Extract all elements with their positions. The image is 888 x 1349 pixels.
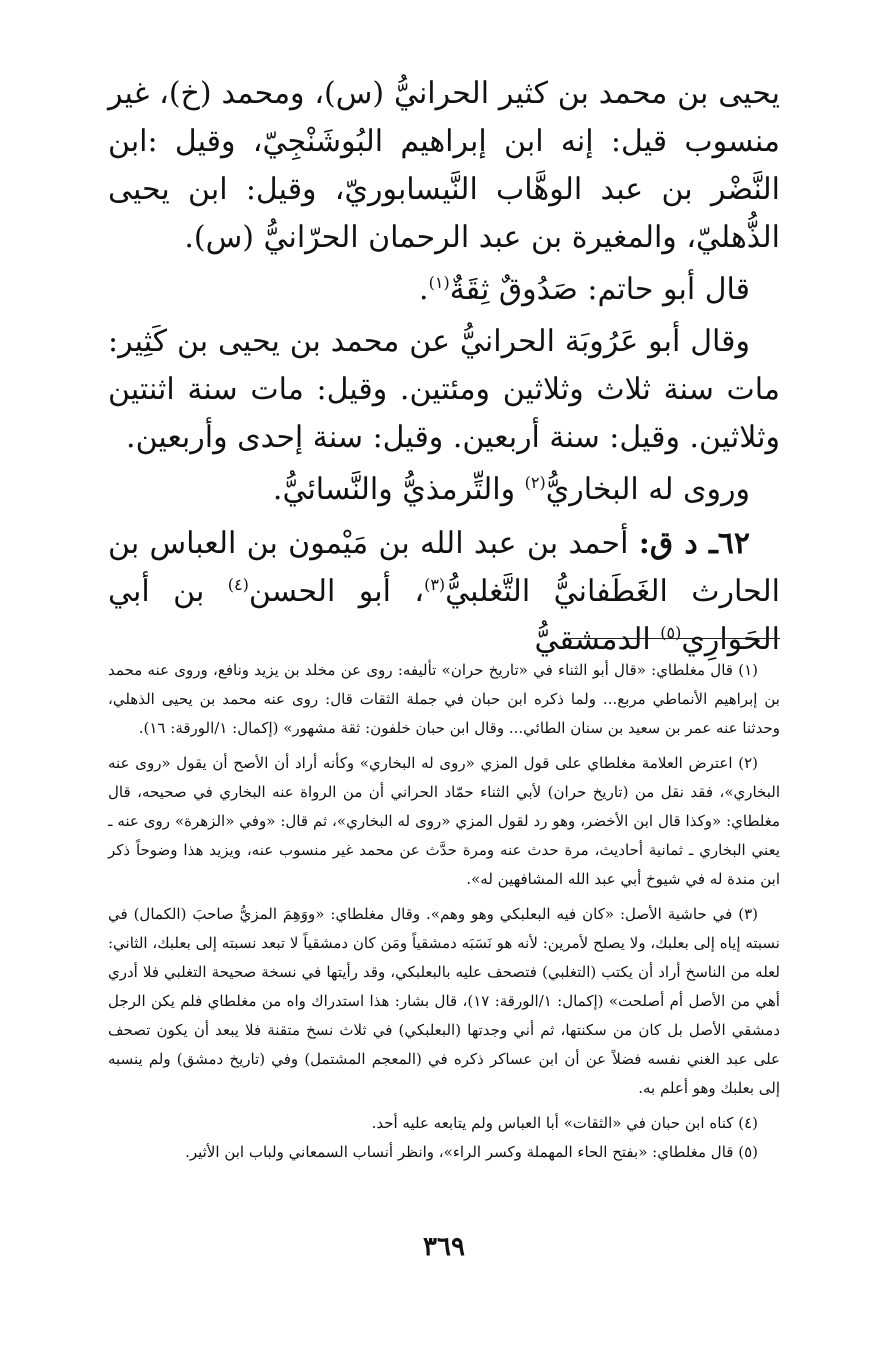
page-number: ٣٦٩: [423, 1232, 465, 1262]
paragraph-4: [108, 466, 780, 514]
footnote-4: (٤) كناه ابن حبان في «الثقات» أبا العباس ولم يتابعه عليه أحد.: [371, 1114, 758, 1132]
paragraph-2-text: قال أبو حاتم: صَدُوقٌ ثِقَةٌ: [449, 272, 750, 307]
paragraph-4-text-a: وروى له البخاريُّ: [545, 472, 750, 507]
footnotes: [108, 656, 780, 1167]
footnote-ref-1[interactable]: (١): [428, 273, 450, 292]
footnote-ref-2[interactable]: (٢): [524, 473, 546, 492]
entry-62-text-c: بن أبي الحَوارِي: [108, 574, 780, 657]
footnote-divider: [570, 638, 780, 639]
paragraph-2: [108, 266, 780, 314]
paragraph-4-text-b: والتِّرمذيُّ والنَّسائيُّ.: [272, 472, 525, 507]
footnote-5: (٥) قال مغلطاي: «بفتح الحاء المهملة وكسر الراء»، وانظر أنساب السمعاني ولباب ابن الأثير.: [185, 1143, 758, 1161]
paragraph-3: وقال أبو عَرُوبَة الحرانيُّ عن محمد بن يحيى بن كَثِير: مات سنة ثلاث وثلاثين ومئتين. وقيل: مات سنة اثنتين وثلاثين. وقيل: سنة أربعين. وقيل: سنة إحدى وأربعين.: [108, 324, 780, 455]
footnote-ref-4[interactable]: (٤): [227, 575, 249, 594]
footnote-ref-5[interactable]: (٥): [660, 623, 682, 642]
main-text: [108, 70, 780, 664]
footnote-2: (٢) اعترض العلامة مغلطاي على قول المزي «روى له البخاري» وكأنه أراد أن الأصح أن يقول «روى عنه البخاري»، فقد نقل من (تاريخ حران) لأبي الثناء حمّاد الحراني أن من الرواة عنه البخاري في صحيحه، قال مغلطاي: «وكذا قال ابن الأخضر، وهو رد لقول المزي «روى له البخاري»، ثم قال: «وفي «الزهرة» روى عنه ـ يعني البخاري ـ ثمانية أحاديث، مرة حدث عنه ومرة حدَّث عن محمد غير منسوب عنه، ويزيد هذا وضوحاً ذكر ابن مندة له في شيوخ أبي عبد الله المشافهين له».: [108, 754, 780, 888]
paragraph-1: يحيى بن محمد بن كثير الحرانيُّ (س)، ومحمد (خ)، غير منسوب قيل: إنه ابن إبراهيم البُوشَنْجِيّ، وقيل :ابن النَّضْر بن عبد الوهَّاب النَّيسابوريّ، وقيل: ابن يحيى الذُّهليّ، والمغيرة بن عبد الرحمان الحرّانيُّ (س).: [108, 76, 780, 255]
footnote-3: (٣) في حاشية الأصل: «كان فيه البعلبكي وهو وهم». وقال مغلطاي: «ووَهِمَ المزيُّ صاحبَ (الكمال) في نسبته إياه إلى بعلبك، ولا يصلح لأمرين: لأنه هو نَسَبَه دمشقياً ومَن كان دمشقياً لا تبعد نسبته إلى بعلبك، الثاني: لعله من الناسخ أراد أن يكتب (التغلبي) فتصحف عليه بالبعلبكي، وقد رأيتها في نسخة صحيحة التغلبي فلا أدري أهي من الأصل أم أصلحت» (إكمال: ١/الورقة: ١٧)، قال بشار: هذا استدراك واه من مغلطاي فلم يكن الرجل دمشقي الأصل بل كان من سكنتها، ثم أني وجدتها (البعلبكي) في ثلاث نسخ متقنة فلا يبعد أن يكون تصحف على عبد الغني نفسه فضلاً عن أن ابن عساكر ذكره في (المعجم المشتمل) وفي (تاريخ دمشق) ولم ينسبه إلى بعلبك وهو أعلم به.: [108, 905, 780, 1097]
entry-62-text-a: أحمد بن عبد الله بن مَيْمون بن العباس بن الحارث الغَطَفانيُّ التَّغلبيُّ: [108, 526, 780, 609]
footnote-1: (١) قال مغلطاي: «قال أبو الثناء في «تاريخ حران» تأليفه: روى عن مخلد بن يزيد ونافع، وروى عنه محمد بن إبراهيم الأنماطي مربع... ولما ذكره ابن حبان في جملة الثقات قال: روى عنه محمد بن يحيى الذهلي، وحدثنا عنه عمر بن سعيد بن سنان الطائي... وقال ابن حبان خلفون: ثقة مشهور» (إكمال: ١/الورقة: ١٦).: [108, 661, 780, 737]
entry-62: [108, 520, 780, 664]
entry-62-text-b: ، أبو الحسن: [248, 574, 425, 609]
footnote-ref-3[interactable]: (٣): [424, 575, 446, 594]
entry-number: ٦٢ـ د ق:: [638, 526, 751, 561]
paragraph-2-end: .: [419, 272, 429, 307]
entry-62-text-d: الدمشقيُّ: [534, 622, 661, 657]
